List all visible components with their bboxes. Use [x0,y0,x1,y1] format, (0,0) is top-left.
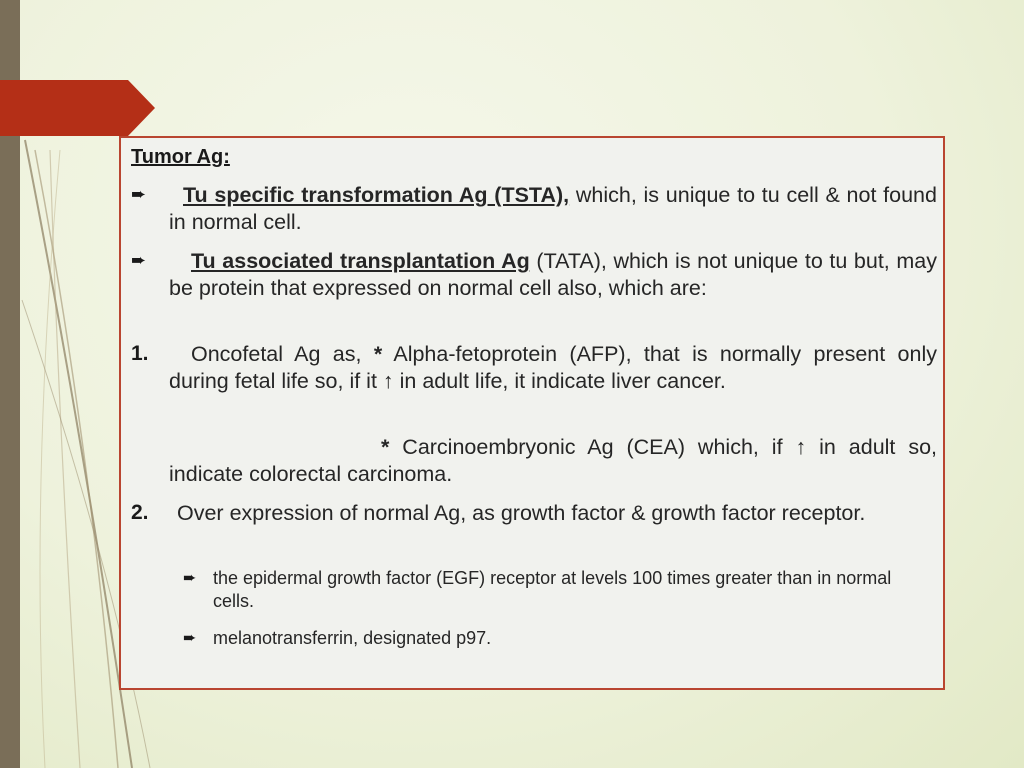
point-number-2: 2. [131,501,149,524]
point-number-1: 1. [131,342,149,365]
tsta-term: Tu specific transformation Ag (TSTA), [183,183,570,207]
afp-text: Alpha-fetoprotein (AFP), that is normally present only during fetal life so, if it ↑ in adult life, it indicate liver cancer. [169,342,937,393]
oncofetal-lead: Oncofetal Ag as, [191,342,374,366]
point-oncofetal [169,341,937,394]
cea-text: Carcinoembryonic Ag (CEA) which, if ↑ in adult so, indicate colorectal carcinoma. [169,435,937,486]
item-tata [169,248,937,301]
overexpression-text: Over expression of normal Ag, as growth factor & growth factor receptor. [177,501,866,525]
subitem-egf: the epidermal growth factor (EGF) receptor at levels 100 times greater than in normal cells. [213,568,892,611]
item-tsta [169,182,937,235]
tata-term: Tu associated transplantation Ag [191,249,530,273]
point-overexpression [169,500,937,527]
point-cea [169,434,937,487]
slide-heading: Tumor Ag: [131,146,230,168]
arrow-bullet-icon: ➨ [183,570,197,587]
arrow-bullet-icon: ➨ [183,630,197,647]
arrow-bullet-icon: ➨ [131,184,147,204]
star-marker: * [381,435,390,459]
star-marker: * [373,342,383,366]
tsta-description: which, is unique to tu cell & not found in normal cell. [169,183,937,234]
tata-description: (TATA), which is not unique to tu but, may be protein that expressed on normal cell also, which are: [169,249,938,300]
subitem-p97: melanotransferrin, designated p97. [213,628,492,648]
arrow-bullet-icon: ➨ [131,250,147,270]
content-box [119,136,945,690]
title-accent-tab [0,80,155,136]
